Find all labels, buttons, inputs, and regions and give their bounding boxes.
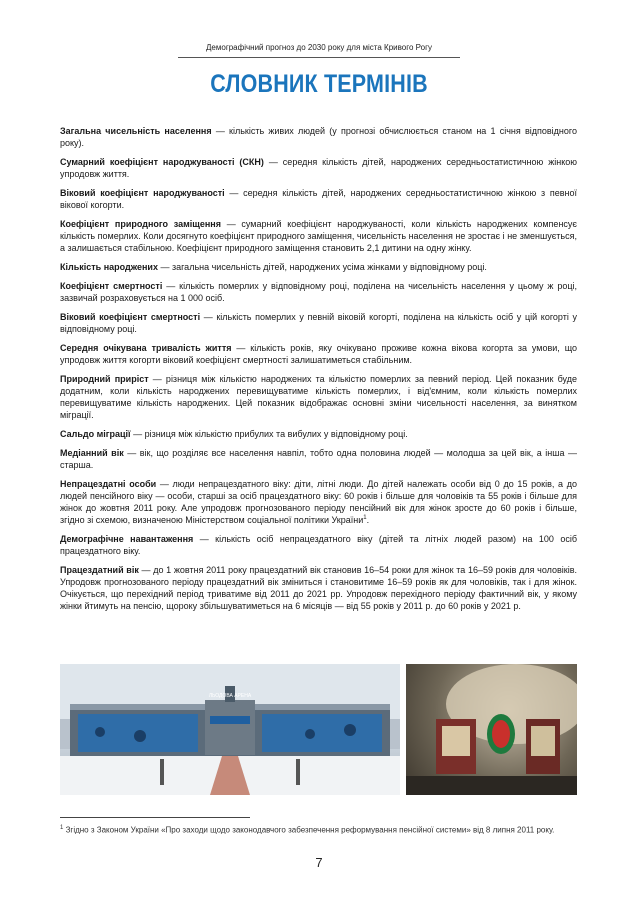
glossary-definition: — різниця між кількістю прибулих та вибулих у відповідному році.	[130, 429, 408, 439]
footnote-rule	[60, 817, 250, 818]
glossary-definition: — кількість років, яку очікувано проживе кожна вікова когорта за умови, що упродовж життя когорти віковий коефіцієнт смертності залишатиметься стабільним.	[60, 343, 578, 365]
page-title: СЛОВНИК ТЕРМІНІВ	[210, 70, 428, 98]
arena-sign-text: ЛЬОДОВА АРЕНА	[208, 693, 252, 699]
glossary-term: Загальна чисельність населення	[60, 126, 212, 136]
glossary-entry	[60, 156, 577, 180]
glossary-entry	[60, 428, 577, 440]
glossary-definition: — загальна чисельність дітей, народжених усіма жінками у відповідному році.	[157, 262, 487, 272]
glossary-entry	[60, 533, 577, 557]
glossary-entry	[60, 187, 577, 211]
glossary-definition: — кількість померлих у відповідному році, поділена на чисельність населення у цьому ж році, зазвичай розраховується на 1 000 осіб.	[60, 281, 578, 303]
glossary-entry	[60, 447, 577, 471]
glossary-term: Природний приріст	[60, 374, 149, 384]
glossary-entry	[60, 342, 577, 366]
footnote-text: Згідно з Законом України «Про заходи щодо законодавчого забезпечення реформування пенсійної системи» від 8 липня 2011 року.	[63, 825, 555, 835]
glossary-entry	[60, 311, 577, 335]
page-number: 7	[315, 855, 323, 870]
glossary-term: Медіанний вік	[60, 448, 124, 458]
glossary-term: Сумарний коефіцієнт народжуваності (СКН)	[60, 157, 264, 167]
glossary-definition: — кількість померлих у певній віковій когорті, поділена на кількість осіб у цій когорті у відповідному році.	[60, 312, 577, 334]
glossary-entry	[60, 564, 577, 612]
glossary-definition: — кількість живих людей (у прогнозі обчислюється станом на 1 січня відповідного року).	[60, 126, 578, 148]
footnote	[60, 823, 577, 836]
glossary-entry	[60, 373, 577, 421]
glossary-entry	[60, 478, 577, 526]
header-rule	[178, 57, 460, 58]
photo-strip	[60, 664, 577, 795]
glossary-definition: — середня кількість дітей, народжених середньостатистичною жінкою упродовж життя.	[60, 157, 577, 179]
glossary-term: Коефіцієнт смертності	[60, 281, 163, 291]
glossary-term: Демографічне навантаження	[60, 534, 194, 544]
glossary-term: Віковий коефіцієнт смертності	[60, 312, 201, 322]
running-header: Демографічний прогноз до 2030 року для міста Кривого Рогу	[206, 43, 432, 52]
footnote-mark: 1	[60, 825, 64, 831]
glossary-definition: — різниця між кількістю народжених та кількістю померлих за певний період. Цей показник буде додатним, коли кількість народжених перевищуватиме кількість померлих, і від'ємним, коли кількість померлих перевищуватиме кількість народжених. Цей показник відображає основні зміни чисельності населення, за винятком міграції.	[60, 374, 577, 420]
glossary-definition-end: .	[366, 515, 370, 525]
exhibit-illustration	[406, 664, 577, 795]
glossary-term: Коефіцієнт природного заміщення	[60, 219, 221, 229]
glossary-term: Кількість народжених	[60, 262, 158, 272]
glossary-entry	[60, 280, 577, 304]
glossary-term: Віковий коефіцієнт народжуваності	[60, 188, 225, 198]
glossary-term: Працездатний вік	[60, 565, 139, 575]
glossary-term: Середня очікувана тривалість життя	[60, 343, 232, 353]
glossary-definition: — сумарний коефіцієнт народжуваності, коли кількість народжених компенсує кількість померлих. Коли досягнуто коефіцієнт природного заміщення, чисельність населення не зростає і не зменшується, а залишається стабільною. Коефіцієнт природного заміщення становить 2,1 дитини на одну жінку.	[60, 219, 578, 253]
glossary-entry	[60, 125, 577, 149]
ice-arena-illustration	[60, 664, 400, 795]
glossary-definition: — люди непрацездатного віку: діти, літні люди. До дітей належать особи від 0 до 15 років, а до людей пенсійного віку — особи, старші за осіб працездатного віку: 60 років і більше для чоловіків та 55 років і більше для жінок до жовтня 2011 року. Але упродовж прогнозованого періоду пенсійний вік для жінок зросте до 60 років і більше, згідно зі схемою, визначеною Міністерством соціальної політики України	[60, 479, 577, 525]
glossary-definition: — середня кількість дітей, народжених середньостатистичною жінкою з певної вікової когорти.	[60, 188, 577, 210]
ice-arena-photo	[60, 664, 400, 795]
footnote-reference[interactable]: 1	[363, 515, 367, 521]
glossary	[60, 125, 577, 619]
glossary-entry	[60, 218, 577, 254]
exhibit-photo	[406, 664, 577, 795]
glossary-term: Сальдо міграції	[60, 429, 131, 439]
glossary-definition: — кількість осіб непрацездатного віку (дітей та літніх людей разом) на 100 осіб працездатного віку.	[60, 534, 577, 556]
glossary-definition: — до 1 жовтня 2011 року працездатний вік становив 16–54 роки для жінок та 16–59 років для чоловіків. Упродовж прогнозованого періоду працездатний вік зміниться і становитиме 16–59 років як для чоловіків, так і для жінок. Очікується, що перехідний період триватиме від 2011 до 2021 рр. Упродовж перехідного періоду фактичний вік, у якому жінки йтимуть на пенсію, щороку збільшуватиметься на 6 місяців — від 55 років у 2011 р. до 60 років у 2021 р.	[60, 565, 577, 611]
glossary-entry	[60, 261, 577, 273]
glossary-definition: — вік, що розділяє все населення навпіл, тобто одна половина людей — молодша за цей вік, а інша — старша.	[60, 448, 577, 470]
glossary-term: Непрацездатні особи	[60, 479, 157, 489]
